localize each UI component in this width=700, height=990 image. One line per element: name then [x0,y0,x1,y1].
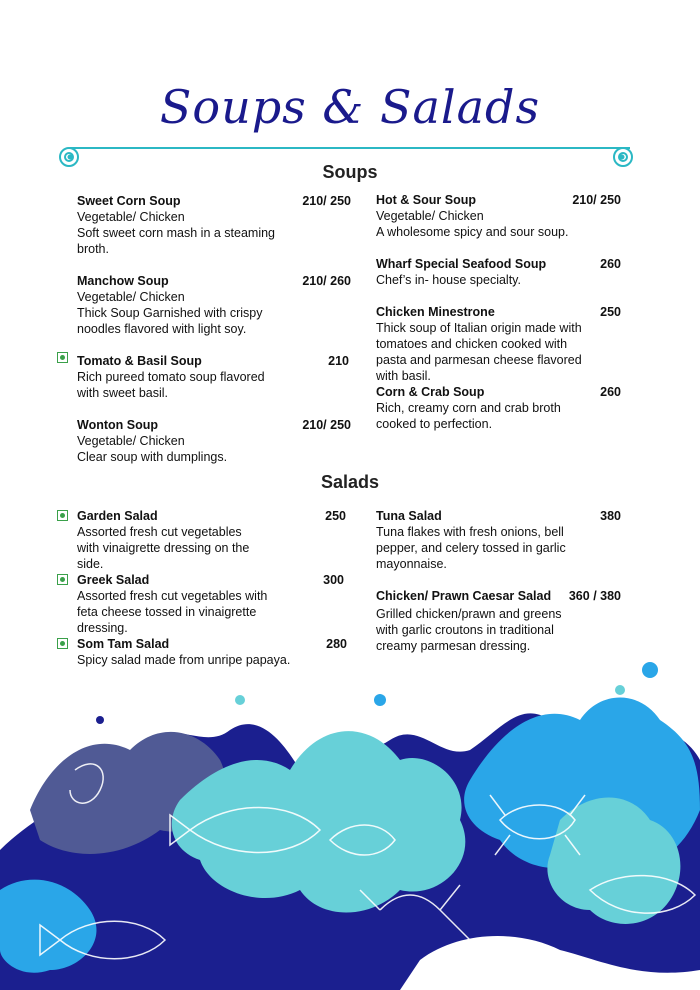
veg-marker-icon [57,352,68,363]
item-description: Spicy salad made from unripe papaya. [77,653,291,667]
item-description: Assorted fresh cut vegetables with feta cheese tossed in vinaigrette dressing. [77,589,268,635]
veg-marker-icon [57,638,68,649]
item-price: 210/ 250 [572,193,621,207]
menu-item [376,508,621,572]
item-description: Tuna flakes with fresh onions, bell pepper, and celery tossed in garlic mayonnaise. [376,525,566,571]
item-variant: Vegetable/ Chicken [77,434,185,448]
item-name: Greek Salad [77,573,150,587]
item-description: Thick soup of Italian origin made with tomatoes and chicken cooked with pasta and parmesan cheese flavored with basil. [376,321,582,383]
menu-item [77,193,351,257]
item-price: 300 [323,573,344,587]
section-heading-salads: Salads [320,472,380,492]
item-variant: Vegetable/ Chicken [77,210,185,224]
item-name: Sweet Corn Soup [77,194,181,208]
seafood-splash-illustration [0,660,700,990]
item-name: Tomato & Basil Soup [77,354,202,368]
item-name: Garden Salad [77,509,158,523]
menu-item [77,572,344,636]
item-name: Hot & Sour Soup [376,193,476,207]
item-name: Som Tam Salad [77,637,170,651]
page-title: Soups & Salads [159,80,541,134]
menu-item [77,508,346,572]
item-name: Wonton Soup [77,418,158,432]
item-description: Rich, creamy corn and crab broth cooked to perfection. [376,401,561,431]
item-name: Tuna Salad [376,509,442,523]
item-price: 280 [326,637,347,651]
item-name: Corn & Crab Soup [376,385,485,399]
item-name: Manchow Soup [77,274,169,288]
menu-item [376,588,621,654]
item-description: Soft sweet corn mash in a steaming broth. [77,226,276,256]
item-price: 380 [600,509,621,523]
item-description: Thick Soup Garnished with crispy noodles flavored with light soy. [77,306,263,336]
menu-item [77,417,351,465]
item-description: Rich pureed tomato soup flavored with sweet basil. [77,370,265,400]
menu-item [376,384,621,432]
item-price: 210/ 250 [302,194,351,208]
menu-item [376,304,621,384]
item-description: Chef’s in- house specialty. [376,273,521,287]
item-price: 210/ 250 [302,418,351,432]
item-price: 260 [600,385,621,399]
item-description: Assorted fresh cut vegetables with vinaigrette dressing on the side. [77,525,250,571]
veg-marker-icon [57,574,68,585]
item-description: A wholesome spicy and sour soup. [376,225,569,239]
menu-item [376,192,621,240]
section-heading-soups: Soups [322,162,378,182]
menu-item [376,256,621,288]
item-name: Chicken Minestrone [376,305,495,319]
item-price: 260 [600,257,621,271]
item-description: Grilled chicken/prawn and greens with garlic croutons in traditional creamy parmesan dressing. [376,607,562,653]
item-name: Chicken/ Prawn Caesar Salad [376,589,552,603]
item-price: 360 / 380 [568,589,621,603]
item-variant: Vegetable/ Chicken [376,209,484,223]
item-price: 250 [600,305,621,319]
item-name: Wharf Special Seafood Soup [376,257,547,271]
menu-item [77,353,349,401]
item-price: 250 [325,509,346,523]
item-variant: Vegetable/ Chicken [77,290,185,304]
item-description: Clear soup with dumplings. [77,450,228,464]
item-price: 210/ 260 [302,274,351,288]
menu-item [77,273,351,337]
veg-marker-icon [57,510,68,521]
item-price: 210 [328,354,349,368]
